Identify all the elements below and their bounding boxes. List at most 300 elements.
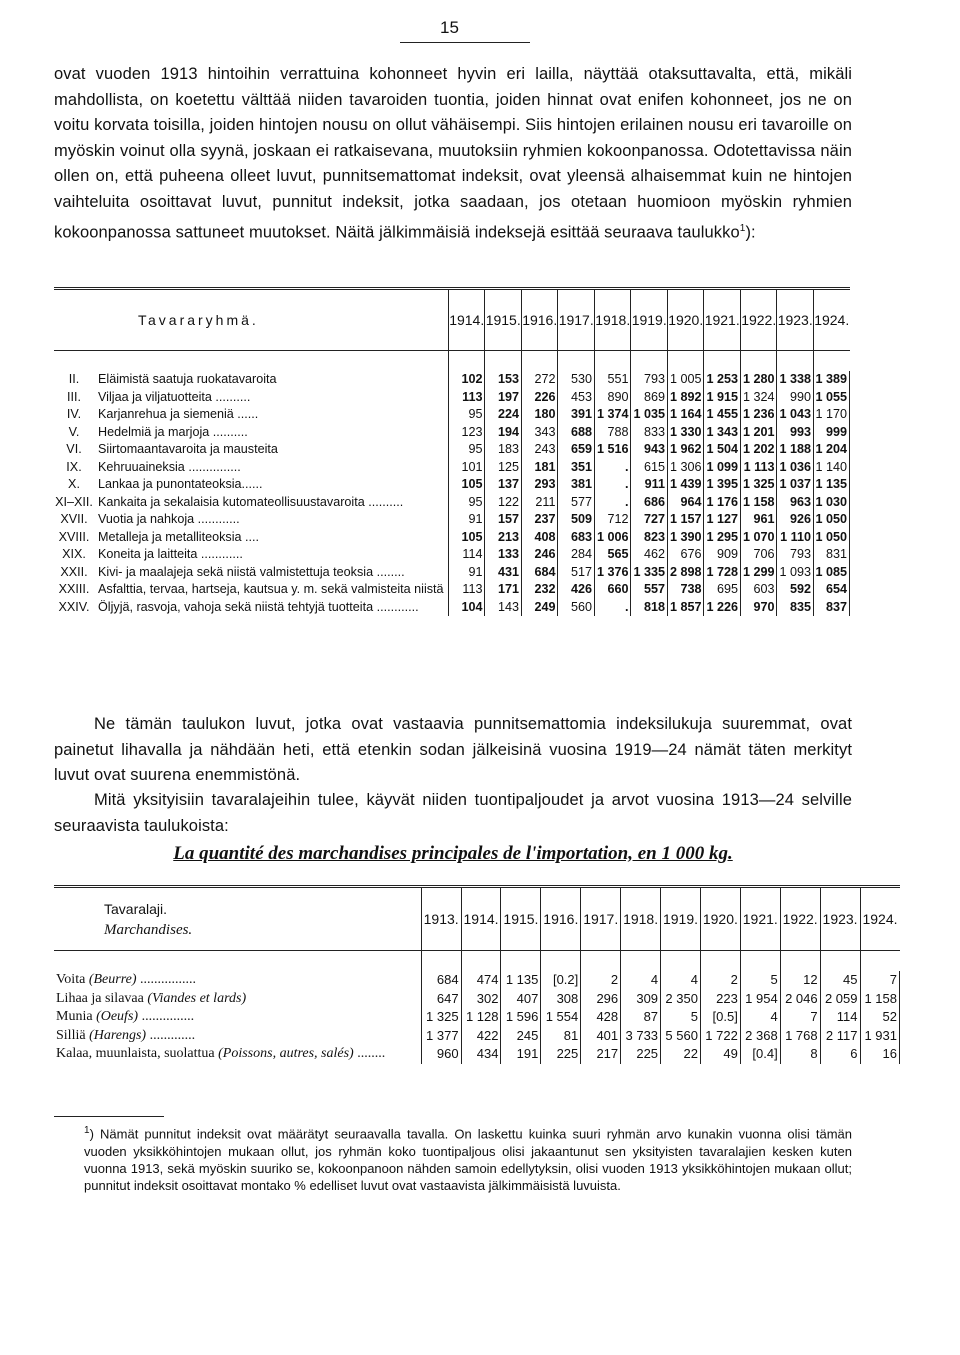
table2-cell: [0.5] (700, 1008, 740, 1027)
table1-cell: 712 (594, 511, 631, 529)
table1-spacer-cell (667, 351, 704, 372)
table2-cell: 114 (820, 1008, 860, 1027)
table1-cell: 171 (485, 581, 522, 599)
table1-cell: 1 280 (740, 371, 777, 389)
table1-row-number: XXII. (60, 564, 88, 579)
table1-cell: 181 (521, 459, 558, 477)
table2-cell: 1 768 (780, 1027, 820, 1046)
table1-cell: 963 (777, 494, 814, 512)
table2-year-header: 1917. (581, 887, 621, 951)
table1-cell: 1 226 (704, 599, 741, 617)
table2-cell: 8 (780, 1045, 820, 1064)
quantity-intro-paragraph: Mitä yksityisiin tavaralajeihin tulee, käyvät niiden tuontipaljoudet ja arvot vuosina 1913—24 selville seuraavista taulukoista: (54, 791, 852, 835)
table2-spacer-cell (860, 951, 900, 972)
table2-label-leader: ............. (146, 1027, 196, 1043)
table2-label-fr: (Harengs) (89, 1027, 147, 1043)
table1-cell: 603 (740, 581, 777, 599)
table1-row-label: Karjanrehua ja siemeniä ...... (94, 406, 448, 424)
table1-cell: 577 (558, 494, 595, 512)
table1-cell: 1 036 (777, 459, 814, 477)
table2-row (54, 1027, 900, 1046)
table1-body (54, 351, 850, 617)
table1-row-number: III. (67, 389, 81, 404)
table1-cell: 517 (558, 564, 595, 582)
table1-spacer-cell (448, 351, 485, 372)
table1-row (54, 476, 850, 494)
table2-cell: 2 046 (780, 990, 820, 1009)
table1-row-label: Asfalttia, tervaa, hartseja, kautsua y. m. sekä valmisteita niistä (94, 581, 448, 599)
table1-cell: 793 (631, 371, 668, 389)
table1-row-number: XVIII. (58, 529, 90, 544)
table2-cell: 434 (461, 1045, 501, 1064)
table2-cell: 52 (860, 1008, 900, 1027)
table1-cell: 153 (485, 371, 522, 389)
table2-label-leader: ................ (136, 972, 196, 987)
table2-label-fr: (Beurre) (88, 972, 137, 987)
table1-cell: 351 (558, 459, 595, 477)
table2-row-label (54, 1045, 421, 1064)
table1-cell: 1 201 (740, 424, 777, 442)
table1-cell: 509 (558, 511, 595, 529)
table1-cell: 1 055 (813, 389, 849, 407)
table2-spacer-cell (780, 951, 820, 972)
table1-year-header: 1923. (777, 289, 814, 351)
table2-cell: 1 722 (700, 1027, 740, 1046)
table1-cell: 114 (448, 546, 485, 564)
table1-row-label: Vuotia ja nahkoja ............ (94, 511, 448, 529)
table2-year-header: 1922. (780, 887, 820, 951)
table1-cell: . (594, 476, 631, 494)
table1-row (54, 599, 850, 617)
table1-cell: 557 (631, 581, 668, 599)
table2-cell: [0.4] (740, 1045, 780, 1064)
table1-row-label: Viljaa ja viljatuotteita .......... (94, 389, 448, 407)
table2-body (54, 951, 900, 1064)
table2-cell: 296 (581, 990, 621, 1009)
table1-cell: 143 (485, 599, 522, 617)
intro-text: ovat vuoden 1913 hintoihin verrattuina kohonneet hyvin eri lailla, näyttää otaksuttavalta, että, mikäli mahdollista, on koetettu välttää niiden tavaroiden tuontia, joiden hinnat ovat enifen kohonneet, jos ne on voitu korvata toisilla, joiden hintojen nousu on ollut vähäisempi. Siis hintojen erilainen nousu eri tavaroille on myöskin voinut olla syynä, joskaan ei ratkaisevana, muutoksiin ryhmien kokoonpanossa. Odotettavissa näin ollen on, että puheena olleet luvut, punnitsemattomat indeksit, ovat yleensä alhaisemmat kuin ne hintojen vaihteluita osoittavat luvut, punnitut indeksit, jotka saadaan, jos otetaan huomioon myöskin ryhmien kokoonpanossa sattuneet muutokset. Näitä jälkimmäisiä indeksejä esittää seuraava taulukko (54, 65, 852, 242)
table1-cell: 1 093 (777, 564, 814, 582)
table1-cell: 1 376 (594, 564, 631, 582)
table1-cell: 1 892 (667, 389, 704, 407)
table2-spacer-cell (541, 951, 581, 972)
table2-caption: La quantité des marchandises principales de l'importation, en 1 000 kg. (173, 843, 733, 864)
table2-spacer-cell (700, 951, 740, 972)
table1-cell: 654 (813, 581, 849, 599)
table1-cell: 157 (485, 511, 522, 529)
table2-row (54, 971, 900, 990)
intro-paragraph (54, 62, 852, 246)
table2-spacer-cell (621, 951, 661, 972)
table1-cell: 113 (448, 581, 485, 599)
table2-cell: 7 (860, 971, 900, 990)
table1-cell: 788 (594, 424, 631, 442)
table1-cell: 431 (485, 564, 522, 582)
table1-cell: 926 (777, 511, 814, 529)
table2-spacer (54, 951, 900, 972)
table2-year-header: 1918. (621, 887, 661, 951)
import-quantity-table (54, 885, 900, 1064)
table1-row-number: IX. (66, 459, 82, 474)
table1-cell: 1 085 (813, 564, 849, 582)
table1-cell: 183 (485, 441, 522, 459)
header-rule (400, 42, 530, 43)
table1-spacer-cell (485, 351, 522, 372)
table1-row (54, 511, 850, 529)
table1-cell: 999 (813, 424, 849, 442)
table1-cell: 1 728 (704, 564, 741, 582)
table1-row-number: XXIV. (58, 599, 90, 614)
table1-cell: 246 (521, 546, 558, 564)
table1-group-header: Tavararyhmä. (54, 289, 448, 351)
table2-cell: 1 954 (740, 990, 780, 1009)
table1-spacer (54, 351, 850, 372)
table1-cell: 408 (521, 529, 558, 547)
table2-spacer-cell (820, 951, 860, 972)
footnote-rule (54, 1116, 164, 1117)
table2-cell: 6 (820, 1045, 860, 1064)
table1-cell: 102 (448, 371, 485, 389)
table1-cell: 104 (448, 599, 485, 617)
table2-year-header: 1913. (421, 887, 461, 951)
table1-cell: 1 962 (667, 441, 704, 459)
table1-cell: 659 (558, 441, 595, 459)
table1-cell: 343 (521, 424, 558, 442)
table2-cell: 225 (541, 1045, 581, 1064)
table1-cell: 686 (631, 494, 668, 512)
table1-row-label: Kivi- ja maalajeja sekä niistä valmistettuja teoksia ........ (94, 564, 448, 582)
table2-cell: 87 (621, 1008, 661, 1027)
table1-row-number: II. (68, 372, 80, 386)
table2-cell: 81 (541, 1027, 581, 1046)
table2-cell: 5 560 (661, 1027, 701, 1046)
weighted-index-table (54, 287, 850, 616)
table1-cell: 1 204 (813, 441, 849, 459)
table2-cell: 3 733 (621, 1027, 661, 1046)
table1-cell: 683 (558, 529, 595, 547)
footnote-ref: 1 (739, 222, 746, 234)
table1-cell: 272 (521, 371, 558, 389)
table1-row-number: X. (68, 477, 80, 491)
table1-cell: 426 (558, 581, 595, 599)
table1-row-label: Metalleja ja metalliteoksia .... (94, 529, 448, 547)
table2-cell: 1 128 (461, 1008, 501, 1027)
table1-spacer-cell (54, 351, 94, 372)
table1-row (54, 441, 850, 459)
table1-cell: 226 (521, 389, 558, 407)
table2-cell: 225 (621, 1045, 661, 1064)
table1-cell: 237 (521, 511, 558, 529)
table1-cell: 224 (485, 406, 522, 424)
table2-cell: 2 (581, 971, 621, 990)
table2-spacer-cell (461, 951, 501, 972)
table1-cell: 909 (704, 546, 741, 564)
table1-cell: 660 (594, 581, 631, 599)
table1-year-header: 1917. (558, 289, 595, 351)
table2-row (54, 1045, 900, 1064)
table1-row (54, 389, 850, 407)
table1-row-number: XVII. (60, 512, 88, 526)
table1-cell: 1 037 (777, 476, 814, 494)
table1-spacer-cell (94, 351, 448, 372)
table1-year-header: 1920. (667, 289, 704, 351)
table1-cell: 1 236 (740, 406, 777, 424)
table1-cell: 530 (558, 371, 595, 389)
page-number: 15 (440, 18, 459, 37)
table1-cell: 551 (594, 371, 631, 389)
table1-cell: 1 324 (740, 389, 777, 407)
table1-year-header: 1916. (521, 289, 558, 351)
table1-cell: 1 455 (704, 406, 741, 424)
table2-year-header: 1915. (501, 887, 541, 951)
table1-row (54, 494, 850, 512)
table1-cell: 615 (631, 459, 668, 477)
table1-cell: 95 (448, 441, 485, 459)
table1-cell: 1 035 (631, 406, 668, 424)
table2-cell: 217 (581, 1045, 621, 1064)
table1-cell: 1 127 (704, 511, 741, 529)
table1-cell: 793 (777, 546, 814, 564)
table2-year-header: 1924. (860, 887, 900, 951)
table1-cell: 818 (631, 599, 668, 617)
table1-cell: 943 (631, 441, 668, 459)
table1-cell: 1 188 (777, 441, 814, 459)
table2-spacer-cell (501, 951, 541, 972)
table2-label-fr: (Poissons, autres, salés) (218, 1046, 354, 1061)
table1-cell: . (594, 494, 631, 512)
table1-cell: 95 (448, 406, 485, 424)
table1-cell: 1 158 (740, 494, 777, 512)
table2-cell: 1 554 (541, 1008, 581, 1027)
table1-cell: 565 (594, 546, 631, 564)
table1-cell: 194 (485, 424, 522, 442)
table2-cell: 2 059 (820, 990, 860, 1009)
table2-year-header: 1921. (740, 887, 780, 951)
table1-cell: 1 299 (740, 564, 777, 582)
table1-row-label: Kankaita ja sekalaisia kutomateollisuustavaroita .......... (94, 494, 448, 512)
table2-year-header: 1916. (541, 887, 581, 951)
table1-cell: 1 176 (704, 494, 741, 512)
table2-spacer-cell (661, 951, 701, 972)
table1-spacer-cell (777, 351, 814, 372)
table2-cell: 407 (501, 990, 541, 1009)
table1-row (54, 371, 850, 389)
table2-cell: 22 (661, 1045, 701, 1064)
table2-cell: 2 368 (740, 1027, 780, 1046)
table2-group-fi: Tavaralaji. (104, 900, 168, 917)
table2-cell: 960 (421, 1045, 461, 1064)
table1-cell: 1 395 (704, 476, 741, 494)
table1-cell: 249 (521, 599, 558, 617)
table1-spacer-cell (631, 351, 668, 372)
table1-cell: 243 (521, 441, 558, 459)
table1-cell: 293 (521, 476, 558, 494)
intro-end: ): (745, 223, 756, 242)
table2-label-fi: Silliä (56, 1027, 86, 1043)
table2-cell: 4 (740, 1008, 780, 1027)
table1-cell: 1 390 (667, 529, 704, 547)
table2-cell: 302 (461, 990, 501, 1009)
table1-cell: 1 110 (777, 529, 814, 547)
table1-cell: 1 113 (740, 459, 777, 477)
table1-cell: 91 (448, 564, 485, 582)
table1-cell: 1 135 (813, 476, 849, 494)
table2-cell: [0.2] (541, 971, 581, 990)
table1-cell: 1 253 (704, 371, 741, 389)
table1-row-number: IV. (66, 407, 82, 421)
table1-cell: 1 030 (813, 494, 849, 512)
table1-cell: 1 516 (594, 441, 631, 459)
table2-row-label (54, 1027, 421, 1046)
table1-cell: 1 202 (740, 441, 777, 459)
table1-spacer-cell (704, 351, 741, 372)
table2-cell: 7 (780, 1008, 820, 1027)
table1-cell: 133 (485, 546, 522, 564)
table1-cell: 1 050 (813, 529, 849, 547)
table1-cell: 676 (667, 546, 704, 564)
table1-spacer-cell (521, 351, 558, 372)
table1-cell: 964 (667, 494, 704, 512)
table1-cell: 1 043 (777, 406, 814, 424)
table2-cell: 422 (461, 1027, 501, 1046)
table2-year-header: 1914. (461, 887, 501, 951)
table1-cell: 1 306 (667, 459, 704, 477)
table1-row (54, 581, 850, 599)
table1-cell: 911 (631, 476, 668, 494)
table1-row (54, 529, 850, 547)
table1-row-label: Öljyjä, rasvoja, vahoja sekä niistä tehtyjä tuotteita ............ (94, 599, 448, 617)
table2-cell: 428 (581, 1008, 621, 1027)
table1-cell: 1 295 (704, 529, 741, 547)
table1-cell: 213 (485, 529, 522, 547)
table1-cell: 211 (521, 494, 558, 512)
table2-cell: 45 (820, 971, 860, 990)
table1-cell: 684 (521, 564, 558, 582)
table1-cell: 1 099 (704, 459, 741, 477)
table1-cell: 1 005 (667, 371, 704, 389)
table1-cell: 1 070 (740, 529, 777, 547)
table2-label-fi: Kalaa, muunlaista, suolattua (56, 1046, 215, 1061)
table1-cell: 1 439 (667, 476, 704, 494)
table1-cell: 1 164 (667, 406, 704, 424)
table1-cell: 462 (631, 546, 668, 564)
table2-group-header (54, 887, 421, 951)
table1-cell: 1 389 (813, 371, 849, 389)
table2-cell: 647 (421, 990, 461, 1009)
table2-cell: 401 (581, 1027, 621, 1046)
table2-spacer-cell (54, 951, 421, 972)
table1-cell: 835 (777, 599, 814, 617)
table1-row (54, 546, 850, 564)
table1-cell: 833 (631, 424, 668, 442)
table2-cell: 4 (661, 971, 701, 990)
table2-cell: 2 350 (661, 990, 701, 1009)
table1-cell: 105 (448, 476, 485, 494)
table1-spacer-cell (558, 351, 595, 372)
table1-year-header: 1914. (448, 289, 485, 351)
table1-cell: 1 170 (813, 406, 849, 424)
table1-row-number: XXIII. (58, 582, 90, 596)
table1-row-number: VI. (66, 442, 82, 456)
table2-cell: 1 325 (421, 1008, 461, 1027)
table1-year-header: 1918. (594, 289, 631, 351)
table2-row-label (54, 971, 421, 990)
table1-cell: 91 (448, 511, 485, 529)
table1-cell: 1 330 (667, 424, 704, 442)
table2-cell: 191 (501, 1045, 541, 1064)
table1-cell: 391 (558, 406, 595, 424)
table2-cell: 5 (740, 971, 780, 990)
bold-note-paragraph: Ne tämän taulukon luvut, jotka ovat vastaavia punnitsemattomia indeksilukuja suuremmat, ovat painetut lihavalla ja nähdään heti, että etenkin sodan jälkeisinä vuosina 1919—24 nämät täten merkityt luvut ovat suurena enemmistönä. (54, 715, 852, 785)
table1-row (54, 459, 850, 477)
table1-cell: 1 140 (813, 459, 849, 477)
table1-year-header: 1919. (631, 289, 668, 351)
table1-cell: 1 857 (667, 599, 704, 617)
table1-cell: 560 (558, 599, 595, 617)
table1-cell: . (594, 599, 631, 617)
table2-cell: 245 (501, 1027, 541, 1046)
table1-row-label: Kehruuaineksia ............... (94, 459, 448, 477)
table2-label-fr: (Oeufs) (96, 1009, 139, 1024)
table1-row (54, 406, 850, 424)
table1-year-header: 1922. (740, 289, 777, 351)
table1-cell: 125 (485, 459, 522, 477)
table1-cell: 137 (485, 476, 522, 494)
table1-row-label: Siirtomaantavaroita ja mausteita (94, 441, 448, 459)
footnote-text: ) Nämät punnitut indeksit ovat määrätyt seuraavalla tavalla. On laskettu kuinka suuri ryhmän arvo kunakin vuonna olisi tämän vuoden yksikköhintojen mukaan ollut, jos ryhmän koko tuontipaljous olisi jakaantunut sen yksityisten tavaralajien kesken kuten vuonna 1913, sekä myöskin suuriko se, kokoonpanoon nähden samoin edellytyksin, olisi vuoden 1913 yksikköhintojen mukaan ollut; punnitut indeksit osoittavat montako % edelliset luvut ovat vastaavista jälkimmäisistä luvuista. (84, 1126, 852, 1194)
table2-group-fr: Marchandises. (104, 921, 193, 938)
table2-cell: 309 (621, 990, 661, 1009)
table1-cell: 695 (704, 581, 741, 599)
table1-cell: 890 (594, 389, 631, 407)
table1-cell: 823 (631, 529, 668, 547)
table1-cell: 1 915 (704, 389, 741, 407)
table1-cell: 284 (558, 546, 595, 564)
table2-year-header: 1919. (661, 887, 701, 951)
table1-row-number: XI–XII. (55, 494, 93, 509)
table1-cell: 1 006 (594, 529, 631, 547)
table2-spacer-cell (421, 951, 461, 972)
table2-year-header: 1923. (820, 887, 860, 951)
table2-label-fi: Lihaa ja silavaa (56, 990, 144, 1006)
table1-cell: 961 (740, 511, 777, 529)
table1-cell: 113 (448, 389, 485, 407)
table2-cell: 2 (700, 971, 740, 990)
table1-row (54, 424, 850, 442)
table1-cell: 2 898 (667, 564, 704, 582)
table2-cell: 16 (860, 1045, 900, 1064)
table1-cell: 706 (740, 546, 777, 564)
table1-cell: 869 (631, 389, 668, 407)
table1-row (54, 564, 850, 582)
table2-cell: 474 (461, 971, 501, 990)
table1-spacer-cell (594, 351, 631, 372)
table1-cell: 970 (740, 599, 777, 617)
table2-cell: 684 (421, 971, 461, 990)
table2-cell: 1 135 (501, 971, 541, 990)
footnote-marker: 1 (84, 1125, 90, 1136)
table1-year-header: 1915. (485, 289, 522, 351)
table2-header-row (54, 887, 900, 951)
table1-row-number: XIX. (62, 547, 86, 561)
table1-spacer-cell (813, 351, 849, 372)
table2-cell: 4 (621, 971, 661, 990)
table1-cell: 1 504 (704, 441, 741, 459)
table1-cell: 453 (558, 389, 595, 407)
table1-header-row (54, 289, 850, 351)
table1-row-label: Lankaa ja punontateoksia...... (94, 476, 448, 494)
table1-year-header: 1921. (704, 289, 741, 351)
